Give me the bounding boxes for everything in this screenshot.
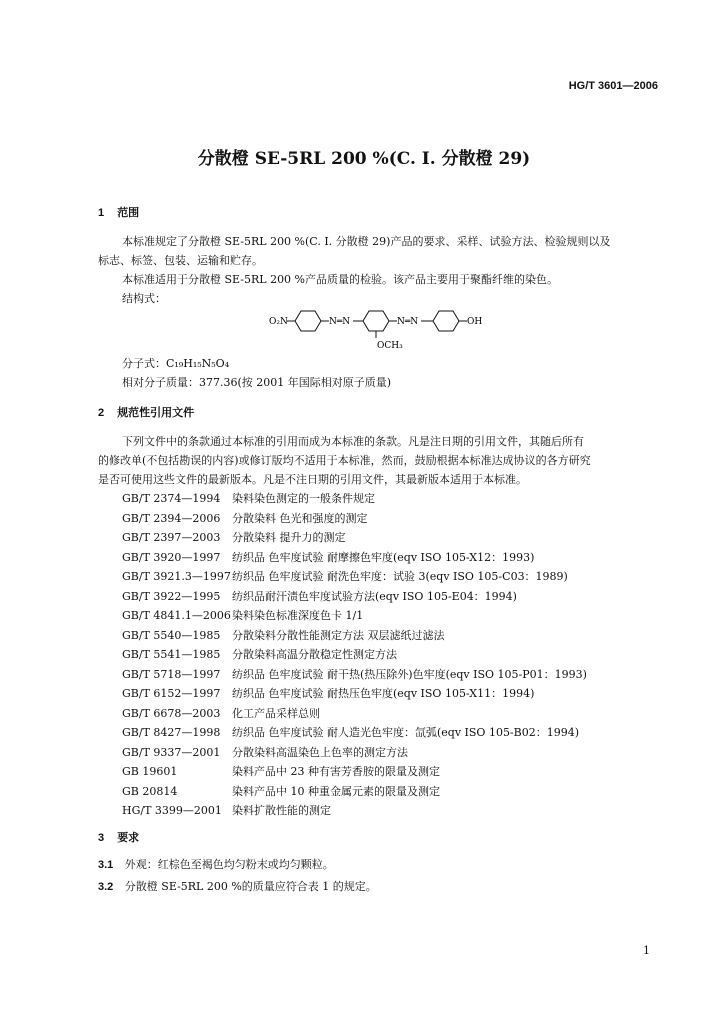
standard-code: HG/T 3601—2006 <box>568 80 658 92</box>
reference-item <box>122 724 579 740</box>
section-1-para1-line2: 标志、标签、包装、运输和贮存。 <box>98 254 263 267</box>
clause-3-1-text: 外观：红棕色至褐色均匀粉末或均匀颗粒。 <box>124 858 334 871</box>
section-1-para1-line1: 本标准规定了分散橙 SE-5RL 200 %(C. I. 分散橙 29)产品的要求、采样、试验方法、检验规则以及 <box>122 235 611 248</box>
reference-title: 染料染色测定的一般条件规定 <box>232 492 375 505</box>
reference-title: 纺织品 色牢度试验 耐热压色牢度(eqv ISO 105-X11：1994) <box>232 687 535 700</box>
section-2-intro-line2: 的修改单(不包括勘误的内容)或修订版均不适用于本标准，然而，鼓励根据本标准达成协议的各方研究 <box>98 454 591 467</box>
benzene-ring-1 <box>295 311 321 331</box>
reference-code: GB/T 6152—1997 <box>122 687 221 700</box>
reference-title: 染料产品中 23 种有害芳香胺的限量及测定 <box>232 765 440 778</box>
reference-title: 纺织品 色牢度试验 耐摩擦色牢度(eqv ISO 105-X12：1993) <box>232 550 535 564</box>
nitro-group: O₂N <box>269 317 288 327</box>
reference-code: GB/T 3922—1995 <box>122 589 221 603</box>
section-3-heading <box>98 829 139 845</box>
reference-code: GB 20814 <box>122 784 178 798</box>
section-1-number: 1 <box>98 207 105 219</box>
benzene-ring-3 <box>433 311 459 331</box>
clause-3-1 <box>98 856 334 872</box>
section-2-heading <box>98 404 194 420</box>
reference-title: 纺织品 色牢度试验 耐洗色牢度：试验 3(eqv ISO 105-C03：1989) <box>232 570 568 583</box>
reference-code: GB 19601 <box>122 765 178 778</box>
reference-code: GB/T 3921.3—1997 <box>122 570 231 583</box>
reference-item <box>122 627 445 643</box>
reference-title: 纺织品 色牢度试验 耐干热(热压除外)色牢度(eqv ISO 105-P01：1993) <box>232 667 587 681</box>
reference-item <box>122 802 331 818</box>
section-2-intro-line1: 下列文件中的条款通过本标准的引用而成为本标准的条款。凡是注日期的引用文件，其随后所有 <box>122 435 584 448</box>
reference-item <box>122 646 397 662</box>
clause-3-2 <box>98 878 377 894</box>
reference-code: GB/T 3920—1997 <box>122 550 221 564</box>
reference-item <box>122 568 568 584</box>
reference-item <box>122 763 440 779</box>
reference-title: 分散染料高温分散稳定性测定方法 <box>232 648 397 661</box>
document-title: 分散橙 SE-5RL 200 %(C. I. 分散橙 29) <box>197 149 531 169</box>
reference-code: GB/T 2397—2003 <box>122 531 221 544</box>
reference-item <box>122 744 408 760</box>
reference-item <box>122 607 363 623</box>
molecular-formula: 分子式：C₁₉H₁₅N₅O₄ <box>122 357 230 370</box>
section-1-title: 范围 <box>117 207 140 219</box>
reference-code: GB/T 6678—2003 <box>122 706 221 720</box>
reference-title: 化工产品采样总则 <box>232 706 320 720</box>
section-2-intro-line3: 是否可使用这些文件的最新版本。凡是不注日期的引用文件，其最新版本适用于本标准。 <box>98 473 527 486</box>
molecular-mass: 相对分子质量：377.36(按 2001 年国际相对原子质量) <box>122 376 392 389</box>
reference-code: GB/T 5540—1985 <box>122 628 221 642</box>
section-2-number: 2 <box>98 407 105 419</box>
methoxy-group: OCH₃ <box>377 341 403 351</box>
reference-title: 分散染料 色光和强度的测定 <box>232 511 368 525</box>
clause-3-2-number: 3.2 <box>98 881 114 893</box>
reference-item <box>122 529 346 545</box>
reference-item <box>122 705 320 721</box>
reference-code: GB/T 4841.1—2006 <box>122 609 231 622</box>
section-3-number: 3 <box>98 832 105 844</box>
reference-title: 染料扩散性能的测定 <box>232 804 331 817</box>
reference-code: GB/T 8427—1998 <box>122 726 221 739</box>
structure-label: 结构式： <box>122 292 166 305</box>
reference-code: HG/T 3399—2001 <box>122 804 222 817</box>
reference-code: GB/T 5718—1997 <box>122 667 221 681</box>
structural-formula <box>265 302 500 352</box>
reference-title: 染料产品中 10 种重金属元素的限量及测定 <box>232 784 440 798</box>
reference-item <box>122 685 534 701</box>
reference-title: 分散染料高温染色上色率的测定方法 <box>232 745 408 759</box>
azo-group-2: N═N <box>397 317 419 327</box>
section-1-heading <box>98 204 139 220</box>
clause-3-2-text: 分散橙 SE-5RL 200 %的质量应符合表 1 的规定。 <box>124 880 377 893</box>
reference-item <box>122 549 534 565</box>
reference-code: GB/T 2394—2006 <box>122 511 221 525</box>
section-1-para2: 本标准适用于分散橙 SE-5RL 200 %产品质量的检验。该产品主要用于聚酯纤维的染色。 <box>122 273 559 286</box>
azo-group-1: N═N <box>329 317 351 327</box>
reference-title: 纺织品 色牢度试验 耐人造光色牢度：氙弧(eqv ISO 105-B02：1994) <box>232 726 580 739</box>
reference-title: 纺织品耐汗渍色牢度试验方法(eqv ISO 105-E04：1994) <box>232 589 517 603</box>
section-2-title: 规范性引用文件 <box>117 407 195 419</box>
reference-code: GB/T 2374—1994 <box>122 492 221 505</box>
clause-3-1-number: 3.1 <box>98 859 114 871</box>
reference-item <box>122 510 368 526</box>
reference-title: 分散染料 提升力的测定 <box>232 531 346 544</box>
page-number: 1 <box>643 944 650 957</box>
benzene-ring-2 <box>363 311 389 331</box>
reference-item <box>122 783 440 799</box>
reference-item <box>122 490 375 506</box>
hydroxyl-group: OH <box>467 317 483 327</box>
section-3-title: 要求 <box>117 832 140 844</box>
reference-item <box>122 666 587 682</box>
reference-code: GB/T 9337—2001 <box>122 745 221 759</box>
reference-code: GB/T 5541—1985 <box>122 648 221 661</box>
reference-title: 染料染色标准深度色卡 1/1 <box>232 609 364 622</box>
reference-item <box>122 588 517 604</box>
reference-title: 分散染料分散性能测定方法 双层滤纸过滤法 <box>232 628 445 642</box>
